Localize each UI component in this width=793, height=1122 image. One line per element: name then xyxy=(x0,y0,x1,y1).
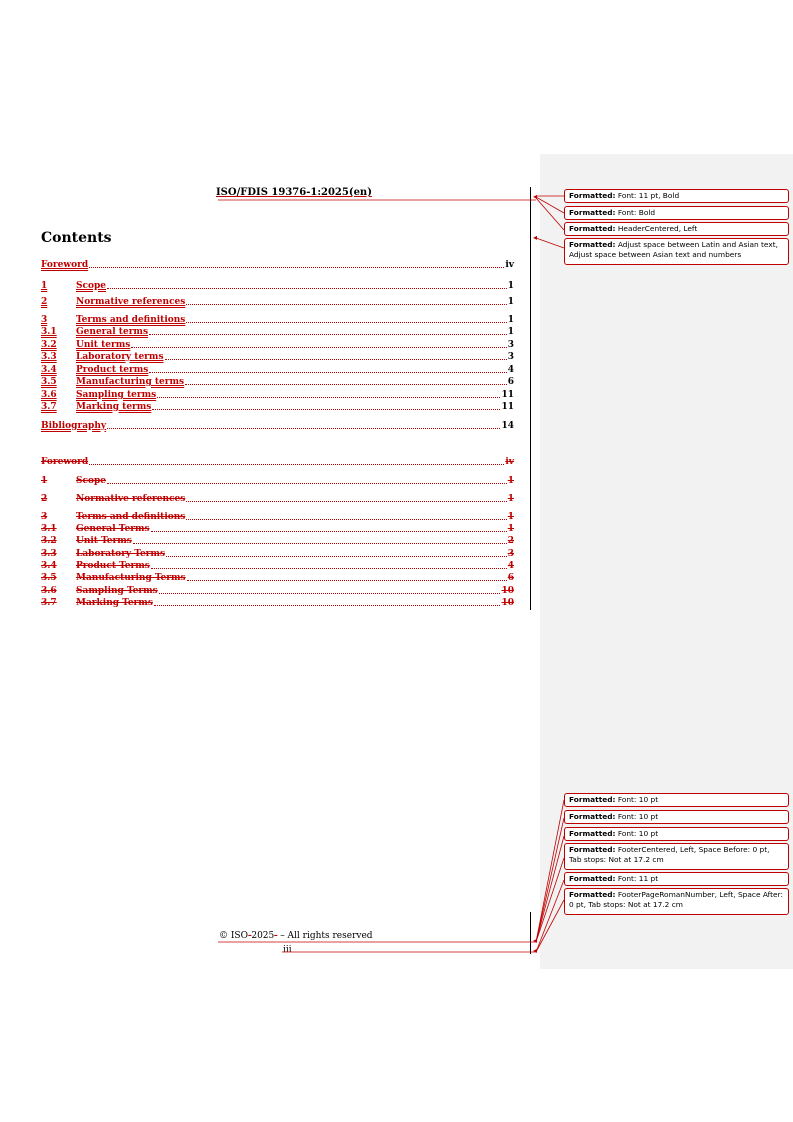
toc-deleted-entry-title: Product Terms xyxy=(76,561,150,571)
toc-entry-page: 1 xyxy=(507,281,514,291)
toc-entry-row[interactable] xyxy=(41,377,514,388)
anchor-caret-icon: ◂ xyxy=(533,946,538,955)
toc-deleted-entry-number: 3.1 xyxy=(41,524,57,534)
formatting-comment[interactable] xyxy=(564,206,789,220)
toc-deleted-entry-page: 4 xyxy=(507,561,514,571)
toc-deleted-entry-row[interactable] xyxy=(41,476,514,487)
toc-entry-page: 1 xyxy=(507,315,514,325)
toc-entry-title: Normative references xyxy=(76,297,186,307)
footer-deleted-sep: - xyxy=(248,931,252,941)
footer-page-number: iii xyxy=(283,945,292,955)
toc-deleted-entry-number: 3.6 xyxy=(41,586,57,596)
comment-label: Formatted: xyxy=(569,224,616,233)
change-bar-bottom xyxy=(530,912,531,954)
formatting-comment[interactable] xyxy=(564,222,789,236)
toc-entry-number: 3.1 xyxy=(41,327,57,337)
toc-entry-title: General terms xyxy=(76,327,149,337)
toc-entry-row[interactable] xyxy=(41,281,514,292)
comment-label: Formatted: xyxy=(569,191,616,200)
toc-entry-leader-dots xyxy=(107,427,500,429)
comment-text: Font: 10 pt xyxy=(615,795,659,804)
toc-deleted-entry-row[interactable] xyxy=(41,561,514,572)
comment-text: Font: Bold xyxy=(615,208,656,217)
toc-entry-row[interactable] xyxy=(41,352,514,363)
comment-text: Font: 10 pt xyxy=(615,812,659,821)
toc-entry-leader-dots xyxy=(149,333,507,335)
toc-entry-title: Unit terms xyxy=(76,340,131,350)
anchor-caret-icon: ◂ xyxy=(533,233,538,242)
toc-deleted-entry-row[interactable] xyxy=(41,598,514,609)
formatting-comment[interactable] xyxy=(564,872,789,886)
toc-entry-row[interactable] xyxy=(41,327,514,338)
toc-deleted-entry-page: iv xyxy=(505,457,514,467)
toc-entry-row[interactable] xyxy=(41,365,514,376)
toc-deleted-entry-number: 3.5 xyxy=(41,573,57,583)
toc-deleted-entry-leader-dots xyxy=(89,463,504,465)
toc-entry-leader-dots xyxy=(186,303,506,305)
comment-label: Formatted: xyxy=(569,874,616,883)
toc-entry-page: 3 xyxy=(507,352,514,362)
toc-deleted-entry-number: 2 xyxy=(41,494,48,504)
formatting-comment[interactable] xyxy=(564,189,789,203)
change-bar-top xyxy=(530,187,531,610)
toc-entry-title: Foreword xyxy=(41,260,89,270)
toc-deleted-entry-page: 3 xyxy=(507,549,514,559)
comment-text: Adjust space between Latin and Asian text, Adjust space between Asian text and numbers xyxy=(569,240,778,259)
toc-entry-title: Sampling terms xyxy=(76,390,157,400)
toc-deleted-entry-page: 10 xyxy=(501,598,514,608)
footer-deleted-dash: - xyxy=(274,931,278,941)
toc-deleted-entry-page: 1 xyxy=(507,476,514,486)
formatting-comment[interactable] xyxy=(564,793,789,807)
toc-entry-title: Terms and definitions xyxy=(76,315,186,325)
toc-entry-page: 1 xyxy=(507,297,514,307)
header-doc-id: ISO/FDIS 19376-1:2025(en) xyxy=(216,187,372,198)
comment-label: Formatted: xyxy=(569,829,616,838)
toc-entry-number: 3 xyxy=(41,315,48,325)
toc-deleted-entry-number: 3.4 xyxy=(41,561,57,571)
toc-deleted-entry-leader-dots xyxy=(151,567,507,569)
comment-label: Formatted: xyxy=(569,890,616,899)
toc-entry-row[interactable] xyxy=(41,340,514,351)
comment-label: Formatted: xyxy=(569,845,616,854)
toc-deleted-entry-title: Manufacturing Terms xyxy=(76,573,186,583)
toc-deleted-entry-leader-dots xyxy=(154,604,501,606)
toc-entry-row[interactable] xyxy=(41,402,514,413)
anchor-caret-icon: ◂ xyxy=(533,192,538,201)
toc-deleted-entry-leader-dots xyxy=(107,482,507,484)
toc-entry-title: Laboratory terms xyxy=(76,352,164,362)
footer-org: ISO xyxy=(230,931,249,941)
toc-entry-leader-dots xyxy=(157,396,500,398)
toc-entry-title: Scope xyxy=(76,281,107,291)
contents-heading: Contents xyxy=(41,230,112,246)
toc-entry-leader-dots xyxy=(89,266,504,268)
comment-text: Font: 11 pt xyxy=(615,874,659,883)
formatting-comment[interactable] xyxy=(564,888,789,915)
anchor-caret-icon: ◂ xyxy=(533,936,538,945)
footer-rights: – All rights reserved xyxy=(280,931,373,941)
toc-deleted-entry-title: Marking Terms xyxy=(76,598,153,608)
toc-deleted-entry-leader-dots xyxy=(166,555,507,557)
comment-label: Formatted: xyxy=(569,208,616,217)
toc-deleted-entry-page: 1 xyxy=(507,512,514,522)
comment-text: Font: 10 pt xyxy=(615,829,659,838)
toc-deleted-entry-title: Foreword xyxy=(41,457,89,467)
formatting-comment[interactable] xyxy=(564,843,789,870)
toc-entry-number: 2 xyxy=(41,297,48,307)
toc-entry-row[interactable] xyxy=(41,390,514,401)
toc-entry-title: Manufacturing terms xyxy=(76,377,185,387)
toc-deleted-entry-row[interactable] xyxy=(41,457,514,468)
comment-label: Formatted: xyxy=(569,812,616,821)
toc-deleted-entry-number: 3.7 xyxy=(41,598,57,608)
toc-entry-number: 3.5 xyxy=(41,377,57,387)
toc-deleted-entry-page: 1 xyxy=(507,524,514,534)
toc-deleted-entry-number: 3 xyxy=(41,512,48,522)
toc-entry-title: Product terms xyxy=(76,365,149,375)
toc-deleted-entry-row[interactable] xyxy=(41,494,514,505)
toc-entry-number: 3.6 xyxy=(41,390,57,400)
toc-deleted-entry-page: 1 xyxy=(507,494,514,504)
toc-deleted-entry-leader-dots xyxy=(186,500,506,502)
toc-entry-page: 11 xyxy=(501,402,514,412)
toc-entry-leader-dots xyxy=(165,358,507,360)
toc-entry-row[interactable] xyxy=(41,315,514,326)
toc-entry-leader-dots xyxy=(149,371,506,373)
toc-deleted-entry-title: Sampling Terms xyxy=(76,586,158,596)
toc-entry-row[interactable] xyxy=(41,297,514,308)
toc-entry-page: 6 xyxy=(507,377,514,387)
page-header xyxy=(216,187,372,198)
comment-text: Font: 11 pt, Bold xyxy=(615,191,680,200)
toc-deleted-entry-leader-dots xyxy=(187,579,507,581)
toc-entry-number: 3.2 xyxy=(41,340,57,350)
formatting-comment[interactable] xyxy=(564,810,789,824)
toc-deleted-entry-number: 3.2 xyxy=(41,536,57,546)
toc-entry-page: 1 xyxy=(507,327,514,337)
toc-entry-number: 1 xyxy=(41,281,48,291)
comment-label: Formatted: xyxy=(569,240,616,249)
toc-entry-number: 3.7 xyxy=(41,402,57,412)
toc-entry-row[interactable] xyxy=(41,421,514,432)
toc-deleted-entry-title: Terms and definitions xyxy=(76,512,186,522)
toc-entry-page: iv xyxy=(505,260,514,270)
page-footer xyxy=(219,931,373,941)
toc-deleted-entry-title: Laboratory Terms xyxy=(76,549,166,559)
toc-entry-page: 11 xyxy=(501,390,514,400)
toc-deleted-entry-row[interactable] xyxy=(41,536,514,547)
toc-deleted-entry-title: General Terms xyxy=(76,524,150,534)
toc-entry-leader-dots xyxy=(185,383,507,385)
toc-deleted-entry-page: 2 xyxy=(507,536,514,546)
toc-entry-page: 4 xyxy=(507,365,514,375)
toc-deleted-entry-leader-dots xyxy=(186,518,506,520)
toc-deleted-entry-leader-dots xyxy=(159,592,501,594)
footer-copyright-symbol: © xyxy=(219,931,228,941)
formatting-comment[interactable] xyxy=(564,238,789,265)
toc-deleted-entry-row[interactable] xyxy=(41,586,514,597)
toc-entry-title: Marking terms xyxy=(76,402,152,412)
toc-deleted-entry-row[interactable] xyxy=(41,573,514,584)
toc-deleted-entry-number: 1 xyxy=(41,476,48,486)
toc-deleted-entry-row[interactable] xyxy=(41,512,514,523)
toc-entry-title: Bibliography xyxy=(41,421,107,431)
toc-deleted-entry-title: Normative references xyxy=(76,494,186,504)
toc-deleted-entry-row[interactable] xyxy=(41,524,514,535)
toc-entry-number: 3.3 xyxy=(41,352,57,362)
toc-deleted-entry-row[interactable] xyxy=(41,549,514,560)
toc-entry-page: 14 xyxy=(501,421,514,431)
toc-deleted-entry-page: 6 xyxy=(507,573,514,583)
comment-text: FooterCentered, Left, Space Before: 0 pt, Tab stops: Not at 17.2 cm xyxy=(569,845,770,864)
toc-deleted-entry-page: 10 xyxy=(501,586,514,596)
toc-entry-leader-dots xyxy=(131,346,506,348)
toc-entry-leader-dots xyxy=(152,408,500,410)
toc-deleted-entry-title: Scope xyxy=(76,476,107,486)
toc-entry-number: 3.4 xyxy=(41,365,57,375)
comment-label: Formatted: xyxy=(569,795,616,804)
formatting-comment[interactable] xyxy=(564,827,789,841)
toc-entry-page: 3 xyxy=(507,340,514,350)
toc-deleted-entry-number: 3.3 xyxy=(41,549,57,559)
toc-entry-leader-dots xyxy=(186,321,506,323)
toc-entry-leader-dots xyxy=(107,287,507,289)
toc-deleted-entry-leader-dots xyxy=(151,530,507,532)
toc-deleted-entry-title: Unit Terms xyxy=(76,536,132,546)
comment-text: HeaderCentered, Left xyxy=(615,224,698,233)
toc-deleted-entry-leader-dots xyxy=(133,542,507,544)
footer-year: 2025 xyxy=(251,931,275,941)
toc-entry-row[interactable] xyxy=(41,260,514,271)
comment-text: FooterPageRomanNumber, Left, Space After: 0 pt, Tab stops: Not at 17.2 cm xyxy=(569,890,783,909)
